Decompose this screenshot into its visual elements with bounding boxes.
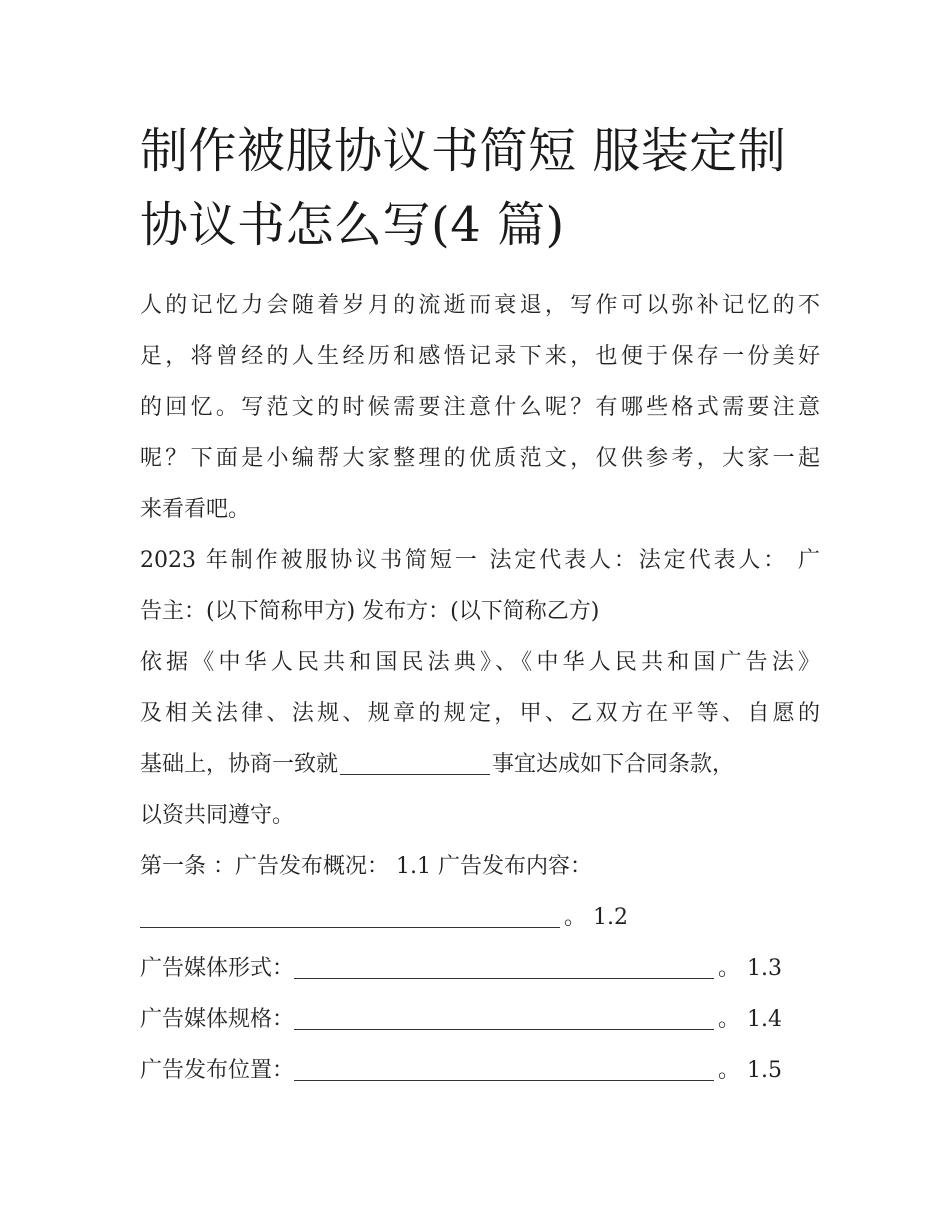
fill-in-blank[interactable] (294, 999, 714, 1030)
section-heading (140, 535, 820, 637)
legal-basis-paragraph (140, 637, 820, 841)
intro-line: 呢？下面是小编帮大家整理的优质范文，仅供参考，大家一起 (140, 446, 820, 471)
item-tail: 。 1.4 (718, 1007, 782, 1032)
basis-text-before: 基础上，协商一致就 (140, 752, 339, 777)
intro-paragraph (140, 280, 820, 535)
intro-line: 足，将曾经的人生经历和感悟记录下来，也便于保存一份美好 (140, 344, 820, 369)
basis-line: 依据《中华人民共和国民法典》、《中华人民共和国广告法》 (140, 650, 820, 675)
section-heading-line: 告主：(以下简称甲方) 发布方：(以下简称乙方) (140, 599, 600, 624)
basis-line (140, 739, 820, 790)
intro-line: 人的记忆力会随着岁月的流逝而衰退，写作可以弥补记忆的不 (140, 293, 820, 318)
fill-in-blank[interactable] (294, 948, 714, 979)
item-label: 广告媒体形式： (140, 956, 295, 981)
item-label: 广告发布位置： (140, 1058, 295, 1083)
article-1-item (140, 1045, 820, 1096)
item-label: 广告媒体规格： (140, 1007, 295, 1032)
basis-text-after: 事宜达成如下合同条款， (492, 752, 735, 777)
item-tail: 。 1.3 (718, 956, 782, 981)
fill-in-blank[interactable] (340, 744, 490, 775)
section-heading-line: 2023 年制作被服协议书简短一 法定代表人：法定代表人： 广 (140, 548, 820, 573)
article-1 (140, 841, 820, 1096)
document-body (140, 280, 820, 1096)
item-tail: 。 1.5 (718, 1058, 782, 1083)
item-tail: 。 1.2 (564, 905, 628, 930)
article-1-item (140, 994, 820, 1045)
article-1-heading: 第一条 ：广告发布概况： 1.1 广告发布内容： (140, 854, 592, 879)
intro-line: 来看看吧。 (140, 497, 251, 522)
article-1-item (140, 892, 820, 943)
basis-line: 及相关法律、法规、规章的规定，甲、乙双方在平等、自愿的 (140, 701, 820, 726)
basis-line: 以资共同遵守。 (140, 803, 295, 828)
fill-in-blank[interactable] (294, 1050, 714, 1081)
fill-in-blank[interactable] (140, 897, 560, 928)
article-1-item (140, 943, 820, 994)
intro-line: 的回忆。写范文的时候需要注意什么呢？有哪些格式需要注意 (140, 395, 820, 420)
document-title: 制作被服协议书简短 服装定制协议书怎么写(4 篇) (140, 123, 787, 253)
